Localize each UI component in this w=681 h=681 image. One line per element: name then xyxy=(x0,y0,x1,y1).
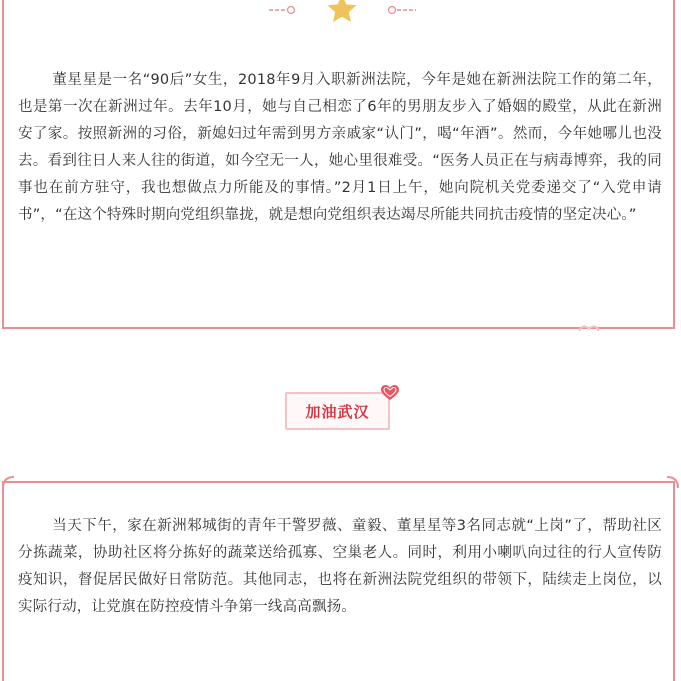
paragraph-text: 董星星是一名“90后”女生，2018年9月入职新洲法院，今年是她在新洲法院工作的第二年，也是第一次在新洲过年。去年10月，她与自己相恋了6年的男朋友步入了婚姻的殿堂，从此在新洲安了家。按照新洲的习俗，新媳妇过年需到男方亲戚家“认门”，喝“年酒”。然而，今年她哪儿也没去。看到往日人来人往的街道，如今空无一人，她心里很难受。“医务人员正在与病毒博弈，我的同事也在前方驻守，我也想做点力所能及的事情。”2月1日上午，她向院机关党委递交了“入党申请书”，“在这个特殊时期向党组织靠拢，就是想向党组织表达竭尽所能共同抗击疫情的坚定决心。” xyxy=(18,72,662,223)
star-icon xyxy=(328,0,357,22)
heart-icon xyxy=(381,385,399,401)
star-divider-icon xyxy=(4,0,677,22)
corner-curl-right-icon xyxy=(663,474,681,490)
corner-curl-left-icon xyxy=(0,474,18,490)
jiayou-wuhan-badge xyxy=(285,392,390,430)
badge-label: 加油武汉 xyxy=(305,402,370,421)
star-divider xyxy=(4,0,673,22)
paragraph-text: 当天下午，家在新洲邾城街的青年干警罗薇、童毅、董星星等3名同志就“上岗”了，帮助社区分拣蔬菜，协助社区将分拣好的蔬菜送给孤寡、空巢老人。同时，利用小喇叭向过往的行人宣传防疫知识，督促居民做好日常防范。其他同志，也将在新洲法院党组织的带领下，陆续走上岗位，以实际行动，让党旗在防控疫情斗争第一线高高飘扬。 xyxy=(18,518,662,615)
paragraph-dong-xingxing xyxy=(18,67,662,229)
card-bottom-heart-icon xyxy=(577,323,601,335)
paragraph-volunteer-duty xyxy=(18,513,662,621)
